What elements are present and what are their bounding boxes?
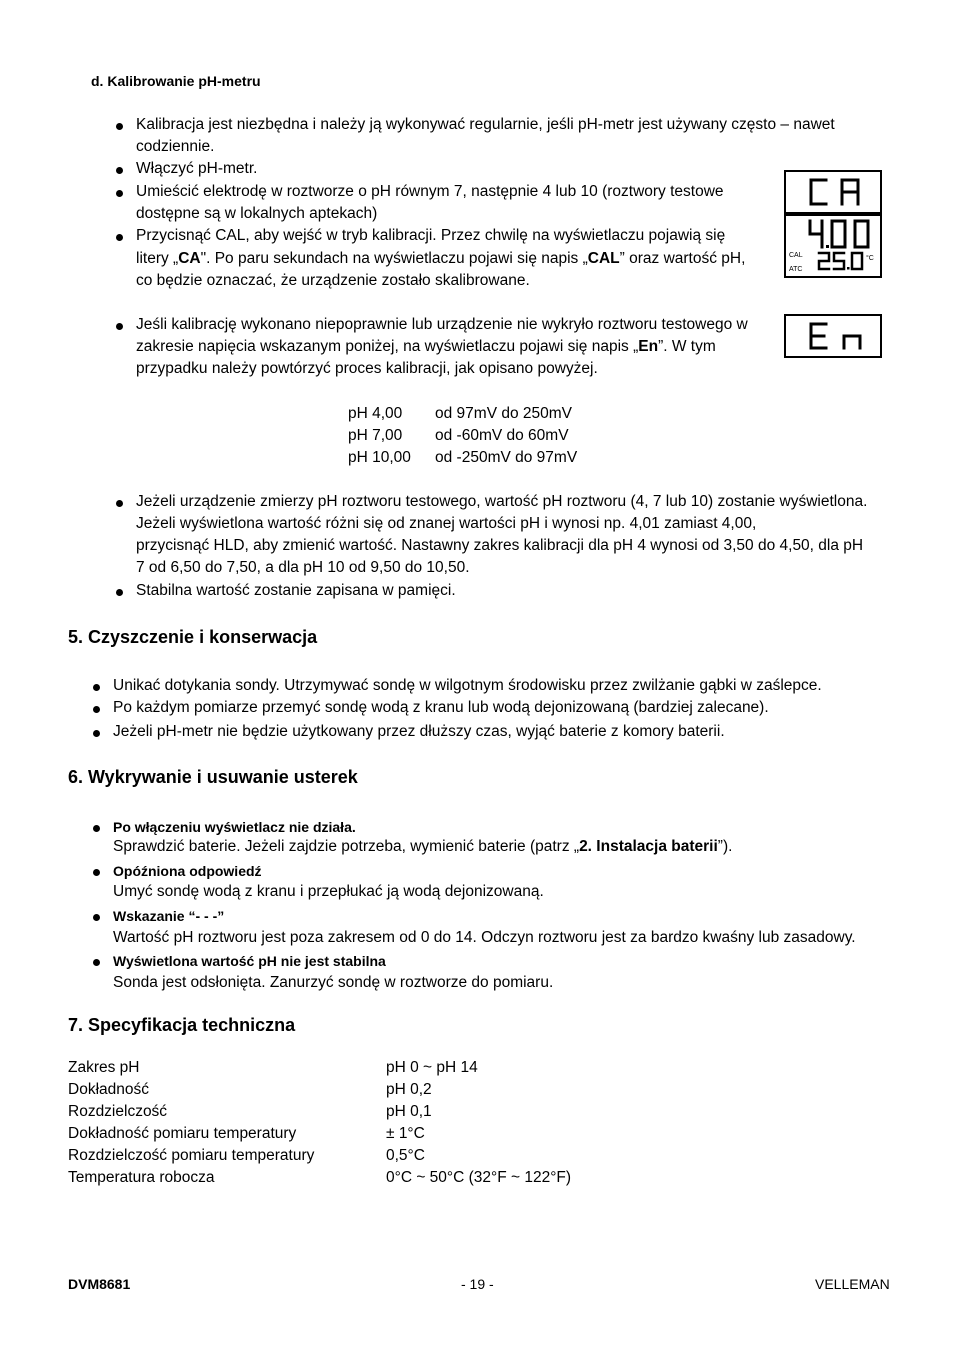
cal-label: CAL: [789, 252, 803, 259]
bullet-icon: [93, 730, 100, 737]
spec-label: Dokładność: [68, 1081, 149, 1098]
bullet-icon: [116, 589, 123, 596]
spec-value: pH 0,2: [386, 1081, 432, 1098]
lcd-ca-segments: [786, 172, 880, 212]
issue-solution: Sprawdzić baterie. Jeżeli zajdzie potrzeba, wymienić baterie (patrz „2. Instalacja baterii”).: [113, 838, 733, 855]
page-number: - 19 -: [461, 1276, 494, 1292]
lcd-display-ca: [784, 170, 882, 214]
spec-value: ± 1°C: [386, 1125, 425, 1142]
spec-label: Zakres pH: [68, 1059, 140, 1076]
issue-solution: Sonda jest odsłonięta. Zanurzyć sondę w roztworze do pomiaru.: [113, 974, 554, 991]
bullet-icon: [116, 323, 123, 330]
footer-brand: VELLEMAN: [815, 1276, 890, 1292]
bullet-icon: [93, 684, 100, 691]
list-item: Umieścić elektrodę w roztworze o pH równym 7, następnie 4 lub 10 (roztwory testowe: [136, 183, 724, 200]
section-6-title: 6. Wykrywanie i usuwanie usterek: [68, 767, 358, 787]
bullet-icon: [116, 500, 123, 507]
temp-unit: °C: [866, 255, 874, 262]
bullet-icon: [93, 914, 100, 921]
bullet-icon: [116, 234, 123, 241]
list-item: litery „CA". Po paru sekundach na wyświetlaczu pojawi się napis „CAL” oraz wartość pH,: [136, 250, 746, 267]
list-item: przycisnąć HLD, aby zmienić wartość. Nastawny zakres kalibracji dla pH 4 wynosi od 3,50 do 4,50, dla pH: [136, 537, 864, 554]
list-item: dostępne są w lokalnych aptekach): [136, 205, 378, 222]
list-item: Po każdym pomiarze przemyć sondę wodą z kranu lub wodą dejonizowaną (bardziej zalecane).: [113, 699, 769, 716]
range-mv: od -60mV do 60mV: [435, 427, 569, 444]
range-ph: pH 4,00: [348, 405, 403, 422]
list-item: Jeżeli urządzenie zmierzy pH roztworu testowego, wartość pH roztworu (4, 7 lub 10) zostanie wyświetlona.: [136, 493, 868, 510]
spec-label: Temperatura robocza: [68, 1169, 215, 1186]
atc-label: ATC: [789, 266, 803, 273]
lcd-cal-segments: [786, 216, 880, 276]
lcd-display-cal: [784, 214, 882, 278]
spec-value: pH 0 ~ pH 14: [386, 1059, 478, 1076]
list-item: Włączyć pH-metr.: [136, 160, 258, 177]
bullet-icon: [93, 825, 100, 832]
list-item: Jeśli kalibrację wykonano niepoprawnie lub urządzenie nie wykryło roztworu testowego w: [136, 316, 748, 333]
spec-label: Dokładność pomiaru temperatury: [68, 1125, 297, 1142]
list-item: Unikać dotykania sondy. Utrzymywać sondę w wilgotnym środowisku przez zwilżanie gąbki w zaślepce.: [113, 677, 822, 694]
range-ph: pH 7,00: [348, 427, 403, 444]
list-item: zakresie napięcia wskazanym poniżej, na wyświetlaczu pojawi się napis „En”. W tym: [136, 338, 716, 355]
issue-title: Wskazanie “- - -”: [113, 908, 225, 924]
range-mv: od -250mV do 97mV: [435, 449, 578, 466]
list-item: Jeżeli wyświetlona wartość różni się od znanej wartości pH i wynosi np. 4,01 zamiast 4,00,: [136, 515, 757, 532]
list-item: co będzie oznaczać, że urządzenie zostało skalibrowane.: [136, 272, 530, 289]
list-item: 7 od 6,50 do 7,50, a dla pH 10 od 9,50 do 10,50.: [136, 559, 470, 576]
list-item: Stabilna wartość zostanie zapisana w pamięci.: [136, 582, 456, 599]
issue-solution: Umyć sondę wodą z kranu i przepłukać ją wodą dejonizowaną.: [113, 883, 544, 900]
spec-value: 0°C ~ 50°C (32°F ~ 122°F): [386, 1169, 572, 1186]
bullet-icon: [93, 706, 100, 713]
bullet-icon: [116, 190, 123, 197]
spec-label: Rozdzielczość pomiaru temperatury: [68, 1147, 315, 1164]
list-item: przypadku należy powtórzyć proces kalibracji, jak opisano powyżej.: [136, 360, 598, 377]
section-d-title: d. Kalibrowanie pH-metru: [91, 73, 261, 89]
list-item: codziennie.: [136, 138, 215, 155]
lcd-en-segments: [786, 316, 880, 356]
issue-title: Wyświetlona wartość pH nie jest stabilna: [113, 953, 386, 969]
issue-title: Po włączeniu wyświetlacz nie działa.: [113, 819, 356, 835]
bullet-icon: [116, 167, 123, 174]
range-mv: od 97mV do 250mV: [435, 405, 573, 422]
section-7-title: 7. Specyfikacja techniczna: [68, 1015, 296, 1035]
bullet-icon: [93, 869, 100, 876]
list-item: Kalibracja jest niezbędna i należy ją wykonywać regularnie, jeśli pH-metr jest używany często – nawet: [136, 116, 835, 133]
range-ph: pH 10,00: [348, 449, 411, 466]
issue-title: Opóźniona odpowiedź: [113, 863, 262, 879]
spec-value: 0,5°C: [386, 1147, 425, 1164]
section-5-title: 5. Czyszczenie i konserwacja: [68, 627, 318, 647]
bullet-icon: [93, 959, 100, 966]
lcd-display-en: [784, 314, 882, 358]
list-item: Przycisnąć CAL, aby wejść w tryb kalibracji. Przez chwilę na wyświetlaczu pojawią się: [136, 227, 726, 244]
spec-value: pH 0,1: [386, 1103, 432, 1120]
bullet-icon: [116, 123, 123, 130]
spec-label: Rozdzielczość: [68, 1103, 168, 1120]
list-item: Jeżeli pH-metr nie będzie użytkowany przez dłuższy czas, wyjąć baterie z komory baterii.: [113, 723, 725, 740]
issue-solution: Wartość pH roztworu jest poza zakresem od 0 do 14. Odczyn roztworu jest za bardzo kwaśny lub zasadowy.: [113, 929, 856, 946]
footer-model: DVM8681: [68, 1276, 131, 1292]
